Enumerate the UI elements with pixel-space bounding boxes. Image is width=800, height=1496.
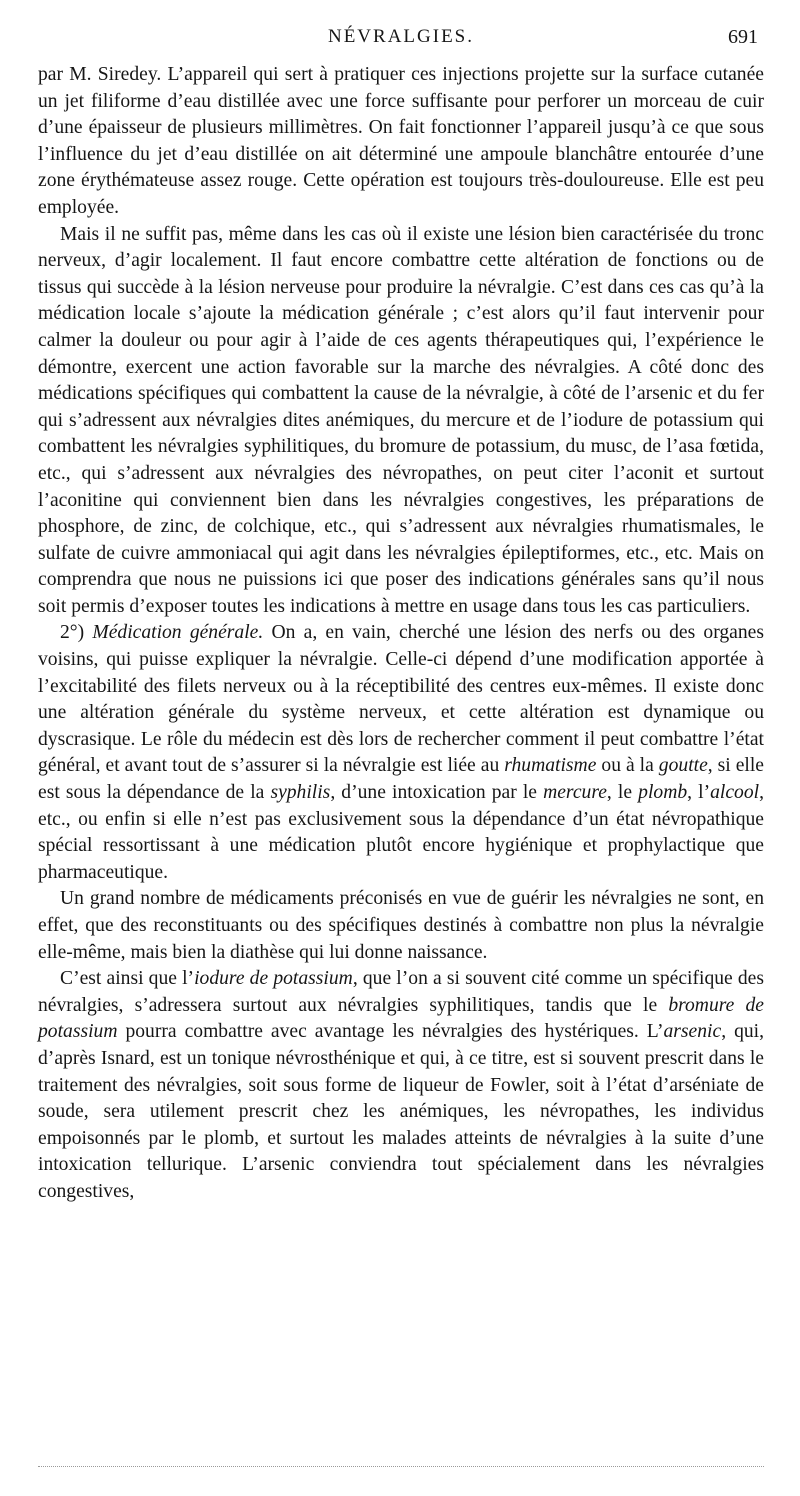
italic-term: plomb bbox=[638, 782, 688, 804]
text-run: , si elle est sous la dépendance de la bbox=[38, 755, 765, 804]
italic-term: arsenic bbox=[663, 1021, 722, 1043]
text-run: par M. Siredey. L’appareil qui sert à pratiquer ces injections projette sur la surface cutanée un jet filiforme d’eau distillée avec une force suffisante pour perforer un morceau de cuir d’une épaisseur de plusieurs millimètres. On fait fonctionner l’appareil jusqu’à ce que sous l’influence du jet d’eau distillée on ait déterminé une ampoule blanchâtre entourée d’une zone érythémateuse assez rouge. Cette opération est toujours très-douloureuse. Elle est peu employée. bbox=[38, 64, 764, 218]
running-head bbox=[38, 26, 764, 56]
text-run: , l’ bbox=[687, 782, 711, 804]
paragraph bbox=[38, 620, 764, 886]
italic-term: goutte bbox=[658, 755, 708, 777]
page-number: 691 bbox=[728, 26, 758, 48]
text-run: pourra combattre avec avantage les névralgies des hystériques. L’ bbox=[117, 1021, 664, 1043]
text-run: Un grand nombre de médicaments préconisés en vue de guérir les névralgies ne sont, en effet, que des reconstituants ou des spécifiques destinés à combattre non plus la névralgie elle-même, mais bien la diathèse qui lui donne naissance. bbox=[38, 888, 764, 963]
footer-dotted-rule bbox=[38, 1466, 764, 1467]
italic-term: alcool bbox=[710, 782, 760, 804]
text-run: , d’une intoxication par le bbox=[330, 782, 544, 804]
text-run: Mais il ne suffit pas, même dans les cas où il existe une lésion bien caractérisée du tronc nerveux, d’agir localement. Il faut encore combattre cette altération de fonctions ou de tissus qui succède à la lésion nerveuse pour produire la névralgie. C’est dans ces cas qu’à la médication locale s’ajoute la médication générale ; c’est alors qu’il faut intervenir pour calmer la douleur ou pour agir à l’aide de ces agents thérapeutiques qui, l’expérience le démontre, exercent une action favorable sur la marche des névralgies. A côté donc des médications spécifiques qui combattent la cause de la névralgie, à côté de l’arsenic et du fer qui s’adressent aux névralgies dites anémiques, du mercure et de l’iodure de potassium qui combattent les névralgies syphilitiques, du bromure de potassium, du musc, de l’asa fœtida, etc., qui s’adressent aux névralgies des névropathes, on peut citer l’aconit et surtout l’aconitine qui conviennent bien dans les névralgies congestives, les préparations de phosphore, de zinc, de colchique, etc., qui s’adressent aux névralgies rhumatismales, le sulfate de cuivre ammoniacal qui agit dans les névralgies épileptiformes, etc., etc. Mais on comprendra que nous ne puissions ici que poser des indications générales sans qu’il nous soit permis d’exposer toutes les indications à mettre en usage dans tous les cas particuliers. bbox=[38, 223, 764, 617]
paragraph bbox=[38, 966, 764, 1205]
text-run: , le bbox=[606, 782, 639, 804]
text-run: , que l’on a si souvent cité comme un spécifique des névralgies, s’adressera surtout aux névralgies syphilitiques, tandis que le bbox=[38, 968, 765, 1016]
text-run: , qui, d’après Isnard, est un tonique névrosthénique et qui, à ce titre, est si souvent prescrit dans le traitement des névralgies, soit sous forme de liqueur de Fowler, soit à l’état d’arséniate de soude, sera utilement prescrit chez les anémiques, les névropathes, les individus empoisonnés par le plomb, et surtout les malades atteints de névralgies à la suite d’une intoxication tellurique. L’arsenic conviendra tout spécialement dans les névralgies congestives, bbox=[38, 1021, 764, 1202]
text-run: C’est ainsi que l’ bbox=[60, 968, 195, 990]
paragraph bbox=[38, 886, 764, 966]
italic-term: syphilis bbox=[270, 782, 331, 804]
paragraph bbox=[38, 62, 764, 222]
italic-term: iodure de potassium bbox=[194, 968, 353, 990]
text-run: ou à la bbox=[596, 755, 659, 777]
italic-term: bromure de potassium bbox=[38, 994, 764, 1043]
text-run: On a, en vain, cherché une lésion des nerfs ou des organes voisins, qui puisse expliquer la névralgie. Celle-ci dépend d’une modification apportée à l’excitabilité des filets nerveux ou à la réceptibilité des centres eux-mêmes. Il existe donc une altération générale du système nerveux, et cette altération est dynamique ou dyscrasique. Le rôle du médecin est dès lors de rechercher comment il peut combattre l’état général, et avant tout de s’assurer si la névralgie est liée au bbox=[38, 622, 764, 777]
text-run: , etc., ou enfin si elle n’est pas exclusivement sous la dépendance d’un état névropathique spécial ressortissant à une médication plutôt encore hygiénique et prophylactique que pharmaceutique. bbox=[38, 782, 764, 883]
italic-term: mercure bbox=[543, 782, 607, 804]
italic-term: rhumatisme bbox=[504, 755, 597, 777]
paragraph bbox=[38, 222, 764, 621]
italic-term: Médication générale. bbox=[92, 622, 264, 644]
text-run: 2°) bbox=[60, 622, 93, 644]
body-text bbox=[38, 62, 764, 1206]
running-title: NÉVRALGIES. bbox=[327, 26, 475, 47]
